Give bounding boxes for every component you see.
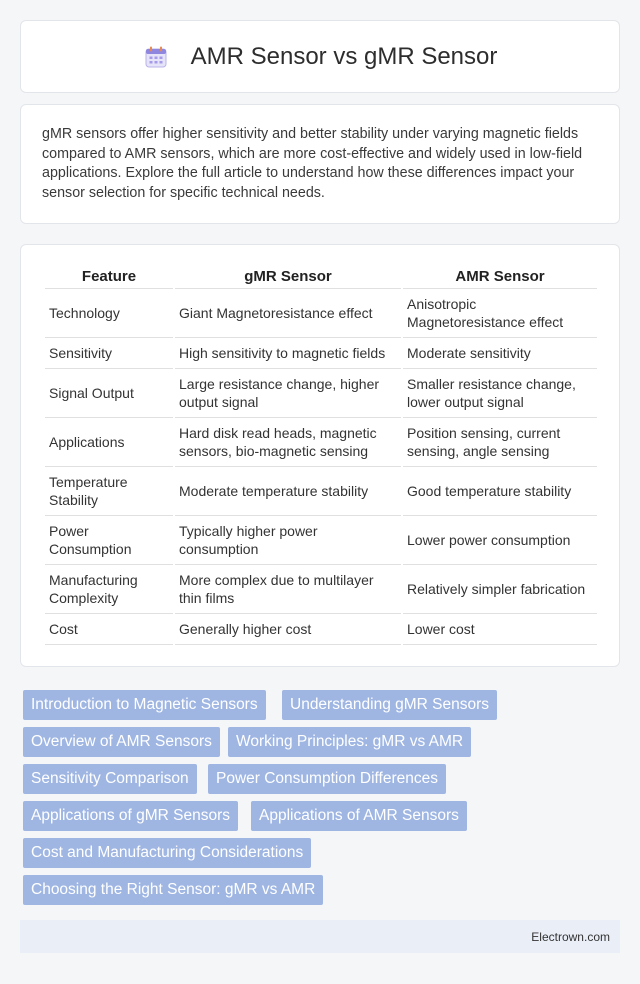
footer-site[interactable]: Electrown.com — [531, 929, 610, 944]
table-cell: More complex due to multilayer thin films — [175, 565, 401, 614]
table-row — [45, 467, 597, 516]
table-cell: Anisotropic Magnetoresistance effect — [403, 289, 597, 338]
table-cell: Cost — [45, 614, 173, 645]
tag-overview-amr[interactable]: Overview of AMR Sensors — [23, 727, 220, 757]
table-cell: Hard disk read heads, magnetic sensors, bio-magnetic sensing — [175, 418, 401, 467]
table-cell: Power Consumption — [45, 516, 173, 565]
table-cell: Moderate temperature stability — [175, 467, 401, 516]
tag-choosing-sensor[interactable]: Choosing the Right Sensor: gMR vs AMR — [23, 875, 323, 905]
table-header-row — [45, 265, 597, 289]
table-cell: Large resistance change, higher output signal — [175, 369, 401, 418]
table-cell: Lower cost — [403, 614, 597, 645]
table-cell: Technology — [45, 289, 173, 338]
title-card — [20, 20, 620, 93]
table-cell: Smaller resistance change, lower output signal — [403, 369, 597, 418]
tag-sensitivity-comparison[interactable]: Sensitivity Comparison — [23, 764, 197, 794]
table-cell: Signal Output — [45, 369, 173, 418]
intro-card — [20, 104, 620, 224]
table-row — [45, 614, 597, 645]
table-row — [45, 338, 597, 369]
tag-applications-gmr[interactable]: Applications of gMR Sensors — [23, 801, 238, 831]
table-row — [45, 565, 597, 614]
tag-cost-manufacturing[interactable]: Cost and Manufacturing Considerations — [23, 838, 311, 868]
table-row — [45, 516, 597, 565]
page-title: AMR Sensor vs gMR Sensor — [190, 42, 498, 70]
table-cell: Good temperature stability — [403, 467, 597, 516]
tag-power-consumption[interactable]: Power Consumption Differences — [208, 764, 446, 794]
comparison-table-card — [20, 244, 620, 667]
table-cell: Lower power consumption — [403, 516, 597, 565]
comparison-table — [43, 265, 599, 645]
tag-applications-amr[interactable]: Applications of AMR Sensors — [251, 801, 467, 831]
tag-intro-magnetic-sensors[interactable]: Introduction to Magnetic Sensors — [23, 690, 266, 720]
table-cell: Applications — [45, 418, 173, 467]
header-amr: AMR Sensor — [403, 265, 597, 289]
footer — [20, 920, 620, 953]
tag-understanding-gmr[interactable]: Understanding gMR Sensors — [282, 690, 497, 720]
table-cell: Temperature Stability — [45, 467, 173, 516]
table-cell: Generally higher cost — [175, 614, 401, 645]
table-cell: Relatively simpler fabrication — [403, 565, 597, 614]
table-row — [45, 289, 597, 338]
header-gmr: gMR Sensor — [175, 265, 401, 289]
table-cell: Sensitivity — [45, 338, 173, 369]
calendar-icon — [143, 44, 169, 70]
table-cell: Giant Magnetoresistance effect — [175, 289, 401, 338]
intro-text: gMR sensors offer higher sensitivity and better stability under varying magnetic fields compared to AMR sensors, which are more cost-effective and widely used in low-field applications. Explore the full article to understand how these differences impact your sensor selection for specific technical needs. — [42, 126, 583, 201]
table-cell: Typically higher power consumption — [175, 516, 401, 565]
table-cell: Manufacturing Complexity — [45, 565, 173, 614]
table-cell: Moderate sensitivity — [403, 338, 597, 369]
table-cell: High sensitivity to magnetic fields — [175, 338, 401, 369]
table-row — [45, 418, 597, 467]
header-feature: Feature — [45, 265, 173, 289]
table-row — [45, 369, 597, 418]
tag-working-principles[interactable]: Working Principles: gMR vs AMR — [228, 727, 471, 757]
table-cell: Position sensing, current sensing, angle sensing — [403, 418, 597, 467]
